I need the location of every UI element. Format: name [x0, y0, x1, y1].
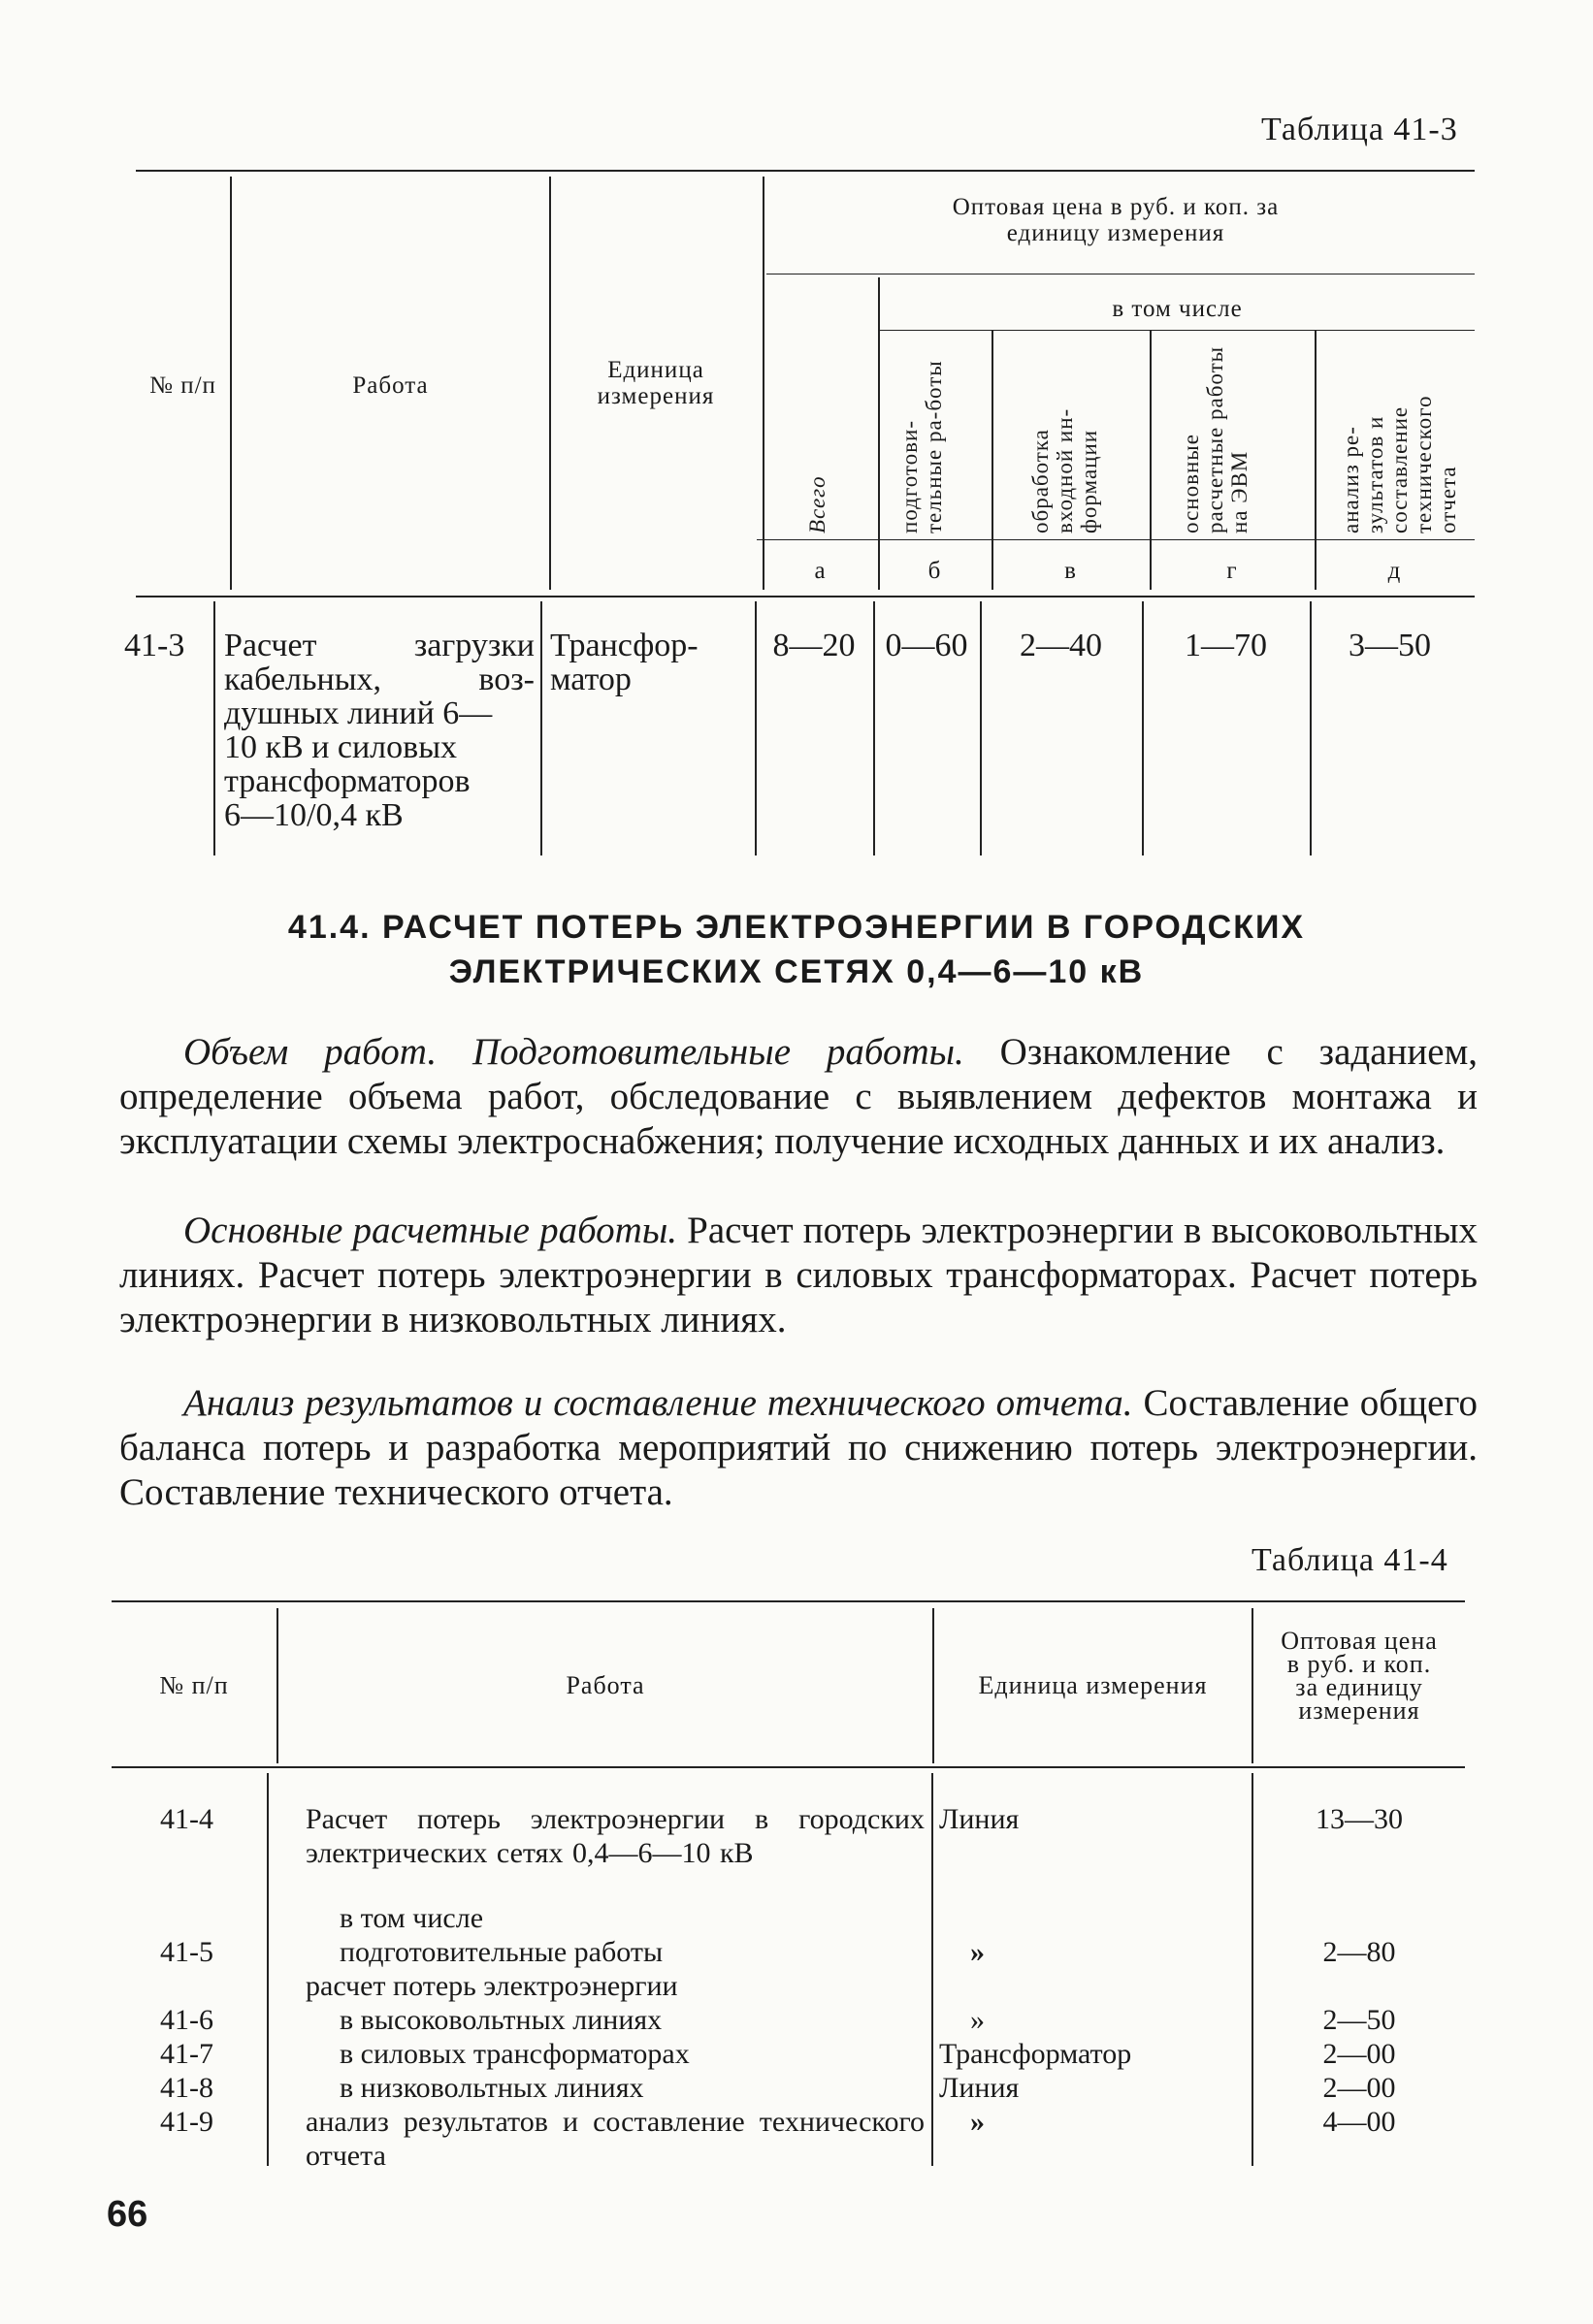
row-work-line: Расчет загрузки — [224, 628, 535, 663]
table-rule — [1315, 330, 1317, 590]
row-work-line: кабельных, воз- — [224, 662, 535, 697]
table-rule — [878, 277, 880, 590]
table-row — [0, 1935, 1593, 1970]
paragraph-main-work — [119, 1209, 1478, 1342]
value-input: 2—40 — [1020, 628, 1102, 663]
table-rule — [992, 330, 993, 590]
value-prep: 0—60 — [885, 628, 968, 663]
row-price: 2—00 — [1322, 2072, 1396, 2104]
row-num: 41-8 — [160, 2072, 213, 2104]
row-unit: Трансформатор — [939, 2038, 1132, 2070]
column-letter: а — [814, 558, 827, 584]
paragraph-analysis — [119, 1381, 1478, 1515]
table-row — [0, 1901, 1593, 1936]
row-price: 4—00 — [1322, 2106, 1396, 2138]
row-price: 2—00 — [1322, 2038, 1396, 2070]
header-price — [1253, 1627, 1465, 1725]
header-price-line: измерения — [1298, 1696, 1420, 1725]
table-rule — [763, 177, 764, 590]
header-incl: в том числе — [1112, 296, 1243, 322]
paragraph-lead: Анализ результатов и составление технического отчета. — [183, 1382, 1133, 1424]
row-work: Расчет потерь электроэнергии в городских электрических сетях 0,4—6—10 кВ — [306, 1803, 925, 1869]
page-number: 66 — [107, 2194, 148, 2235]
table-caption: Таблица 41-4 — [1252, 1542, 1448, 1578]
paragraph-text: Ознакомление с заданием, определение объема работ, обследование с выявлением дефектов монтажа и эксплуатации схемы электроснабжения; получение исходных данных и их анализ. — [119, 1031, 1479, 1162]
header-price-line: Оптовая цена — [1281, 1627, 1438, 1655]
table-rule — [213, 601, 215, 855]
paragraph-text: Составление общего баланса потерь и разработка мероприятий по снижению потерь электроэнергии. Составление технического отчета. — [119, 1382, 1479, 1513]
row-work-line: 6—10/0,4 кВ — [224, 797, 404, 833]
table-rule — [757, 539, 1475, 540]
header-unit: Единица измерения — [597, 357, 715, 409]
table-row — [0, 2105, 1593, 2175]
table-rule — [1150, 330, 1152, 590]
table-rule — [878, 330, 1475, 331]
row-work: подготовительные работы — [340, 1936, 664, 1968]
column-letter: в — [1064, 558, 1077, 584]
header-prep: подготови-тельные ра-боты — [897, 360, 946, 533]
row-work: в высоковольтных линиях — [340, 2004, 663, 2036]
row-unit-line: Трансфор- — [550, 628, 699, 663]
table-row — [0, 1969, 1593, 2004]
column-letter: б — [927, 558, 942, 584]
row-price: 13—30 — [1316, 1803, 1403, 1835]
header-main: основные расчетные работы на ЭВМ — [1179, 345, 1252, 533]
table-row — [0, 2037, 1593, 2072]
table-row — [0, 2071, 1593, 2106]
table-rule — [540, 601, 542, 855]
table-caption: Таблица 41-3 — [1261, 112, 1458, 147]
table-row — [0, 1802, 1593, 1909]
row-work: расчет потерь электроэнергии — [306, 1970, 678, 2002]
table-rule — [136, 170, 1475, 172]
paragraph-lead: Основные расчетные работы. — [183, 1210, 677, 1251]
header-unit: Единица измерения — [978, 1671, 1208, 1699]
paragraph-text: Расчет потерь электроэнергии в высоковольтных линиях. Расчет потерь электроэнергии в силовых трансформаторах. Расчет потерь электроэнергии в низковольтных линиях. — [119, 1210, 1478, 1340]
header-price-line: в руб. и коп. — [1286, 1650, 1432, 1678]
column-letter: г — [1226, 558, 1238, 584]
row-unit: Линия — [939, 2072, 1020, 2104]
row-num: 41-7 — [160, 2038, 213, 2070]
value-main: 1—70 — [1185, 628, 1267, 663]
table-rule — [549, 177, 551, 590]
table-rule — [112, 1766, 1465, 1768]
row-work-line: душных линий 6— — [224, 695, 493, 731]
row-work — [224, 629, 535, 832]
table-rule — [136, 596, 1475, 597]
header-price: Оптовая цена в руб. и коп. за единицу измерения — [952, 194, 1280, 246]
row-work-line: трансформаторов — [224, 763, 471, 799]
row-unit: » — [970, 1936, 985, 1968]
row-work-line: 10 кВ и силовых — [224, 729, 458, 765]
header-num: № п/п — [159, 1671, 229, 1699]
value-total: 8—20 — [772, 628, 856, 663]
row-unit-line: матор — [550, 662, 632, 697]
paragraph-scope — [119, 1030, 1478, 1164]
table-rule — [112, 1600, 1465, 1602]
header-price-line: за единицу — [1295, 1673, 1423, 1701]
value-analysis: 3—50 — [1349, 628, 1431, 663]
section-title-line1: 41.4. РАСЧЕТ ПОТЕРЬ ЭЛЕКТРОЭНЕРГИИ В ГОРОДСКИХ — [287, 909, 1306, 946]
header-num: № п/п — [149, 372, 216, 399]
row-price: 2—80 — [1322, 1936, 1396, 1968]
row-price: 2—50 — [1322, 2004, 1396, 2036]
header-total: Всего — [805, 475, 829, 533]
row-num: 41-5 — [160, 1936, 213, 1968]
header-analysis: анализ ре-зультатов и составление технического отчета — [1339, 395, 1460, 533]
row-work: анализ результатов и составление технического отчета — [306, 2106, 925, 2172]
header-work: Работа — [352, 372, 429, 399]
row-work: в низковольтных линиях — [340, 2072, 644, 2104]
row-num: 41-6 — [160, 2004, 213, 2036]
row-num: 41-4 — [160, 1803, 213, 1835]
row-unit: » — [970, 2106, 985, 2138]
row-work: в силовых трансформаторах — [340, 2038, 690, 2070]
row-unit: Линия — [939, 1803, 1020, 1835]
row-num: 41-9 — [160, 2106, 213, 2138]
table-row — [0, 2003, 1593, 2038]
row-num: 41-3 — [124, 628, 185, 663]
row-work: в том числе — [340, 1902, 484, 1934]
paragraph-lead: Объем работ. Подготовительные работы. — [183, 1031, 964, 1073]
header-work: Работа — [566, 1671, 645, 1699]
row-unit: » — [970, 2004, 985, 2036]
section-title-line2: ЭЛЕКТРИЧЕСКИХ СЕТЯХ 0,4—6—10 кВ — [448, 953, 1145, 990]
row-unit — [550, 629, 749, 696]
column-letter: д — [1387, 558, 1402, 584]
header-input: обработка входной ин-формации — [1028, 407, 1101, 533]
